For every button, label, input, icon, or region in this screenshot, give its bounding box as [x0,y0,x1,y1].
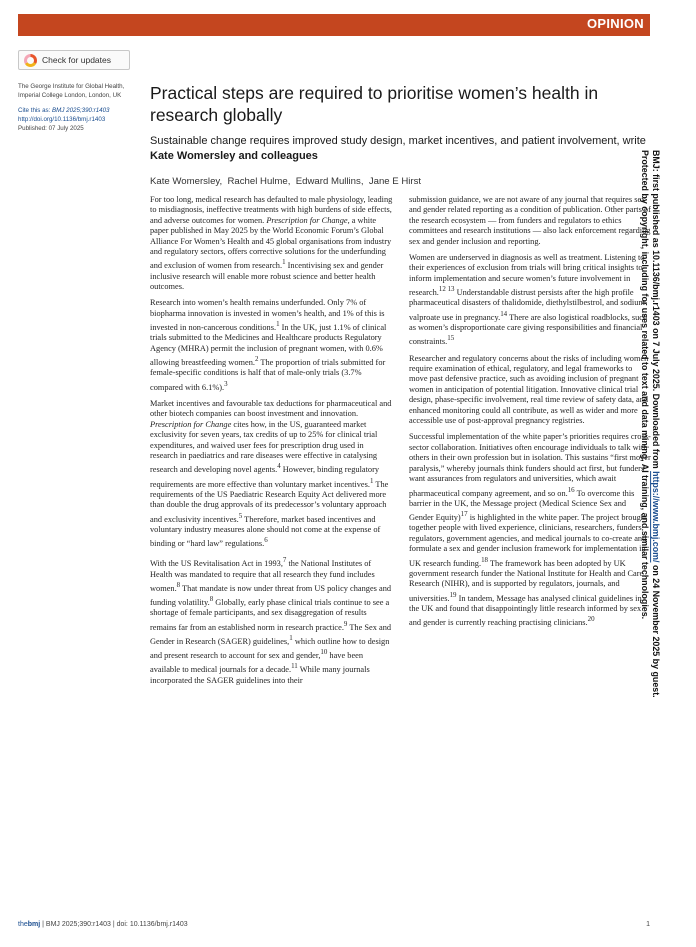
bmj-logo: thebmj [18,921,41,928]
body-paragraph: Successful implementation of the white paper’s priorities requires cross-sector collaboration. Initiatives often encourage individuals to talk with others in their own profession but in isolation. This sustains “first mover paralysis,” whereby journals think funders should act first, but funders want assurances from regulators and universities, which await pharmaceutical company agreement, and so on.$^{16}$ To overcome this barrier in the UK, the Message project (Medical Science Sex and Gender Equity)$^{17}$ is highlighted in the white paper. The project brought together people with lived experience, clinicians, researchers, funders, regulators, government agencies, and medical journals to co-create and formulate a sex and gender inclusion framework for implementation in UK research funding.$^{18}$ The framework has been adopted by UK government research funder the National Institute for Health and Care Research (NIHR), and is supported by regulators, journals, and universities.$^{19}$ In tandem, Message has analysed clinical guidelines in the UK and found that disappointingly little research informed by sex and gender is currently reaching practising clinicians.$^{20}$ [409,432,651,627]
check-for-updates-label: Check for updates [42,55,111,65]
reference-marker[interactable]: 8 [209,595,214,604]
reference-marker[interactable]: 1 [369,476,374,485]
body-paragraph: Market incentives and favourable tax deductions for pharmaceutical and other biotech companies can boost investment and innovation. Prescription for Change cites how, in the US, guaranteed market exclusivity for seven years, tax credits of up to 25% for clinical trial expenditures, and waived user fees for prescription drug used in research in paediatrics and rare diseases were effective in catalysing research and developing novel agents.$^4$ However, binding regulatory requirements are more effective than voluntary market incentives.$^1$ The requirements of the US Paediatric Research Equity Act delivered more than double the drug approvals of its predecessor’s voluntary approach and exclusivity incentives.$^5$ Therefore, market based incentives and voluntary industry measures alone should not come at the expense of binding or “hard law” regulations.$^6$ [150,399,392,549]
cite-value: BMJ 2025;390:r1403 [52,107,110,114]
affiliation-line: Imperial College London, London, UK [18,92,122,99]
affiliation-line: The George Institute for Global Health, [18,83,125,90]
reference-marker[interactable]: 14 [500,309,508,318]
cite-as [18,106,138,115]
reference-marker[interactable]: 16 [567,485,575,494]
reference-marker[interactable]: 20 [587,615,595,624]
reference-marker[interactable]: 15 [447,334,455,343]
check-for-updates-button[interactable] [18,50,130,70]
reference-marker[interactable]: 19 [449,590,457,599]
published-date: Published: 07 July 2025 [18,125,84,132]
doi-link[interactable]: http://doi.org/10.1136/bmj.r1403 [18,116,106,123]
section-label: OPINION [587,16,644,31]
reference-marker[interactable]: 10 [320,648,328,657]
cite-label: Cite this as: [18,107,53,114]
reference-marker[interactable]: 17 [460,510,468,519]
body-paragraph: Research into women’s health remains underfunded. Only 7% of biopharma innovation is invested in women’s health, and 1% of this is invested in non-cancerous conditions.$^1$ In the UK, just 1.1% of clinical trials submitted to the Medicines and Healthcare products Regulatory Agency (MHRA) permit the inclusion of pregnant women, with 0.6% allowing breastfeeding women.$^2$ The proportion of trials submitted for female-specific conditions is half that of male-only trials (3.7% compared with 6.1%).$^3$ [150,298,387,392]
affiliation [18,82,138,100]
body-column-left [150,195,393,692]
reference-marker[interactable]: 5 [238,511,243,520]
reference-marker[interactable]: 7 [282,556,287,565]
footer-citation: | BMJ 2025;390:r1403 | doi: 10.1136/bmj.r1403 [40,921,188,928]
body-paragraph: For too long, medical research has defaulted to male physiology, leading to misdiagnosis, ineffective treatments with high burdens of side effects, and adverse outcomes for women. Prescription for Change, a white paper published in May 2025 by the World Economic Forum’s Global Alliance For Women’s Health and 45 global organisations from industry and regulatory sectors, offers corrective solutions for the underfunding and exclusion of women from research.$^1$ Incentivising sex and gender inclusive research will enable more robust science and better health outcomes. [150,195,393,292]
bmj-link[interactable]: https://www.bmj.com/ [651,471,661,563]
copyright-line: Protected by copyright, including for uses related to text and data mining, AI training, and similar technologies. [640,150,650,620]
body-paragraph: With the US Revitalisation Act in 1993,$^7$ the National Institutes of Health was mandated to require that all research they fund includes women.$^8$ That mandate is now under threat from US policy changes and funding volatility.$^8$ Globally, early phase clinical trials continue to see a shortage of female participants, and sex disaggregation of results remains far from an established norm in research practice.$^9$ The Sex and Gender in Research (SAGER) guidelines,$^1$ which outline how to design and present research to account for sex and gender,$^{10}$ have been available to medical journals for a decade.$^{11}$ While many journals incorporated the SAGER guidelines into their [150,556,392,685]
reference-marker[interactable]: 12 13 [438,285,455,294]
standfirst [150,134,650,163]
reference-marker[interactable]: 1 [282,258,286,267]
reference-marker[interactable]: 4 [277,462,281,471]
page-number: 1 [646,921,650,928]
article-title: Practical steps are required to prioritise women’s health in research globally [150,83,599,125]
reference-marker[interactable]: 6 [264,536,268,545]
copyright-notice [639,150,661,698]
body-paragraph: Women are underserved in diagnosis as well as treatment. Listening to their experiences of exclusion from trials will bring critical insights to inform implementation and secure women’s future involvement in research.$^{12 13}$ Understandable distrust persists after the high profile pharmaceutical disasters of thalidomide, diethylstilbestrol, and sodium valproate use in pregnancy.$^{14}$ There are also logistical roadblocks, such as women’s disproportionate care giving responsibilities and financial constraints.$^{15}$ [409,253,648,347]
body-paragraph: Researcher and regulatory concerns about the risks of including women require examination of ethical, regulatory, and legal frameworks to move past defensive practice, such as avoiding inclusion of pregnant women in anticipation of potential litigation. Innovative clinical trial design, phase-specific involvement, real time review of safety data, and enhanced monitoring could all contribute, as well as wider and more accessible use of post-approval pregnancy registries. [409,353,649,426]
reference-marker[interactable]: 18 [481,555,488,564]
author-list [150,176,650,187]
body-paragraph: submission guidance, we are not aware of any journal that requires sex and gender related reporting as a condition of publication. Other parts of the research ecosystem — from funders and regulators to ethics committees and research institutions — also lack enforcement regarding sex and gender inclusion and reporting. [409,195,651,246]
crossmark-icon [24,54,37,67]
author-name: Jane E Hirst [368,176,422,187]
author-name: Rachel Hulme, [227,176,291,187]
reference-marker[interactable]: 1 [276,320,280,329]
author-name: Kate Womersley, [150,176,223,187]
page-footer [18,921,658,928]
reference-marker[interactable]: 1 [289,634,293,642]
section-banner [18,14,650,36]
body-column-right [409,195,652,634]
reference-marker[interactable]: 2 [254,355,259,364]
reference-marker[interactable]: 3 [224,379,228,388]
article-sidebar [18,82,138,133]
download-notice: BMJ: first published as 10.1136/bmj.r1403 on 7 July 2025. Downloaded from https://www.bmj.com/ on 24 November 2025 by guest. [651,150,661,698]
reference-marker[interactable]: 9 [343,619,348,628]
standfirst-text: Sustainable change requires improved study design, market incentives, and patient involvement, write [150,135,646,147]
author-name: Edward Mullins, [295,176,364,187]
standfirst-author: Kate Womersley and colleagues [150,149,318,162]
reference-marker[interactable]: 11 [291,662,298,671]
reference-marker[interactable]: 8 [176,581,181,590]
